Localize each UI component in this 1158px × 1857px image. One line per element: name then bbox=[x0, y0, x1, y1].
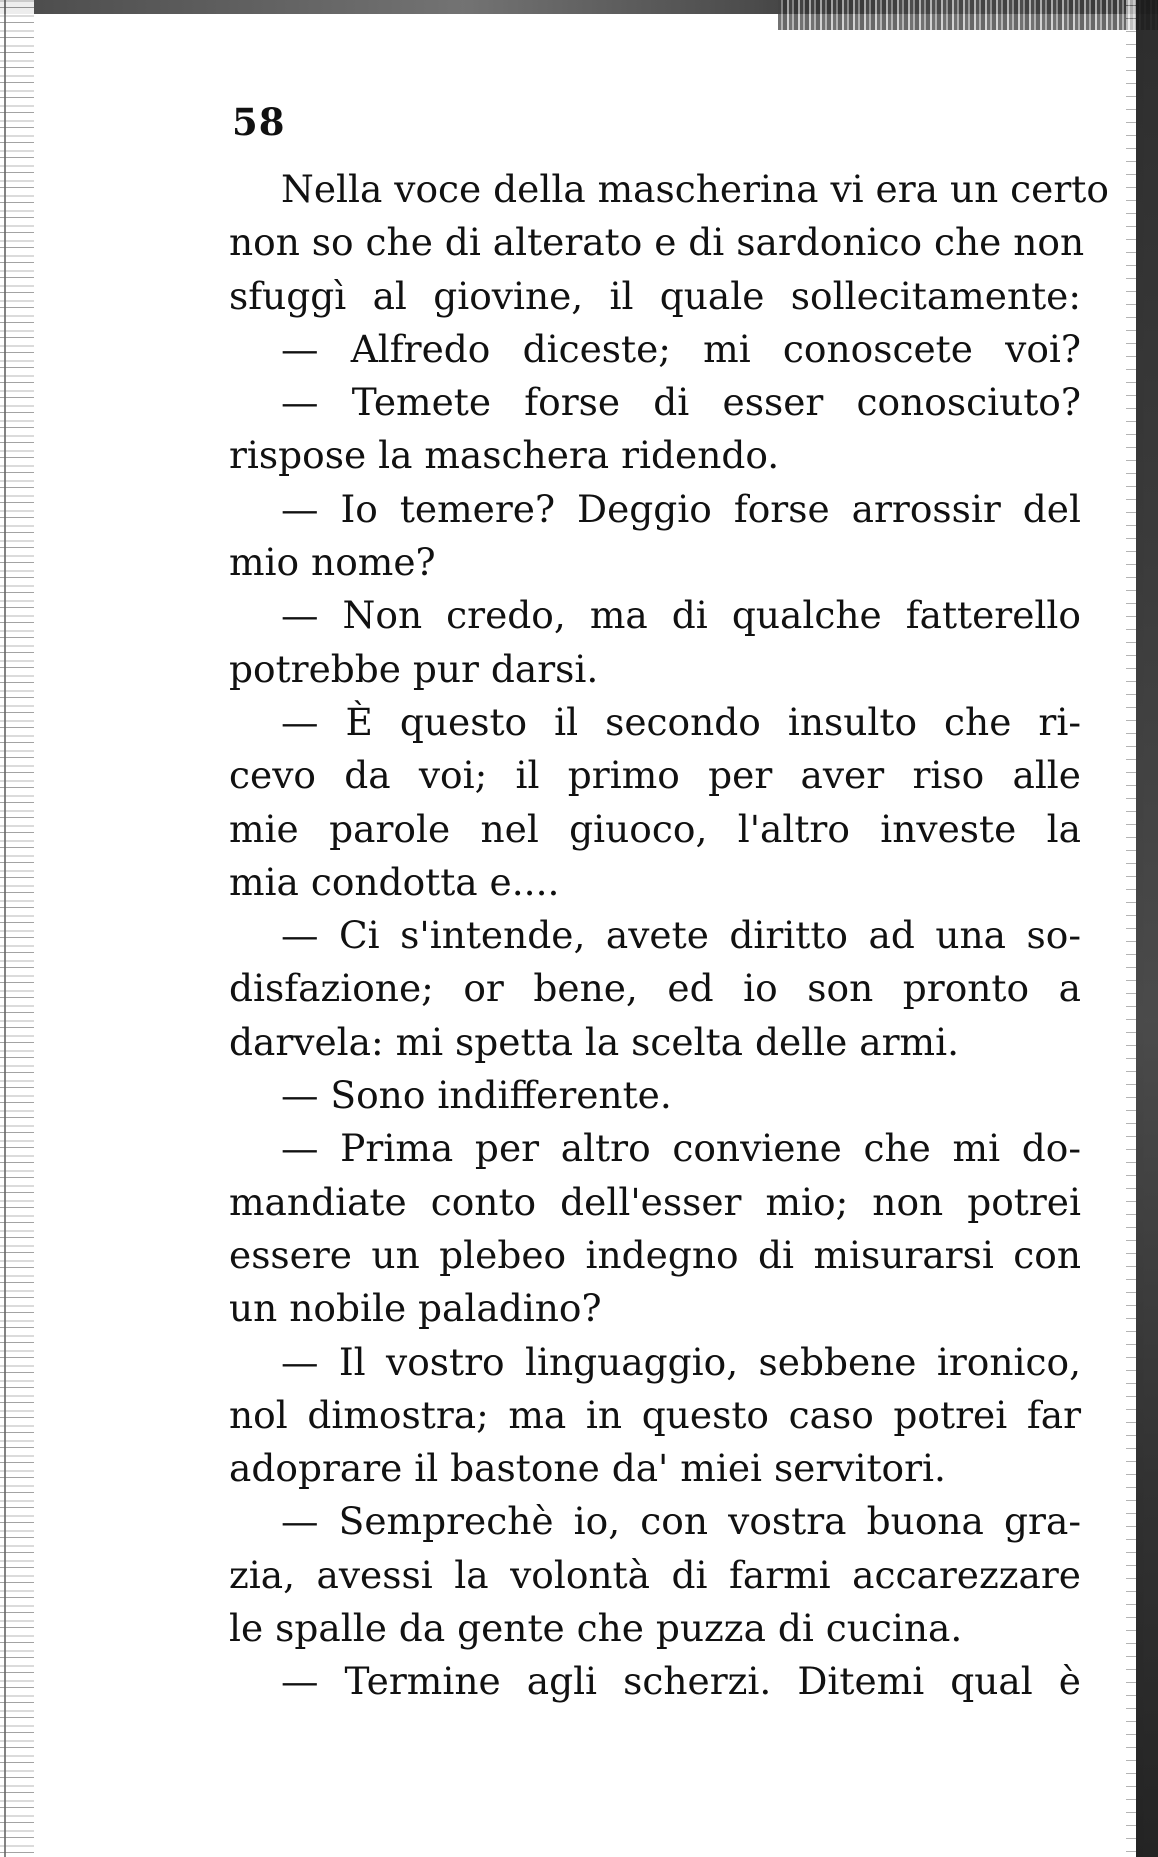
text-line: — Io temere? Deggio forse arrossir del bbox=[281, 486, 1081, 531]
body-text bbox=[229, 163, 1109, 1709]
text-line: darvela: mi spetta la scelta delle armi. bbox=[229, 1019, 960, 1064]
text-line: rispose la maschera ridendo. bbox=[229, 433, 780, 478]
text-line: cevo da voi; il primo per aver riso alle bbox=[229, 753, 1081, 798]
text-line: — Il vostro linguaggio, sebbene ironico, bbox=[281, 1339, 1081, 1384]
text-line: zia, avessi la volontà di farmi accarezzare bbox=[229, 1552, 1081, 1597]
text-line: essere un plebeo indegno di misurarsi con bbox=[229, 1232, 1081, 1277]
text-line: mandiate conto dell'esser mio; non potrei bbox=[229, 1179, 1081, 1224]
text-line: le spalle da gente che puzza di cucina. bbox=[229, 1606, 963, 1651]
text-line: — Sono indifferente. bbox=[281, 1073, 672, 1118]
text-line: adoprare il bastone da' miei servitori. bbox=[229, 1446, 946, 1491]
text-line: mia condotta e.... bbox=[229, 859, 560, 904]
text-line: — Semprechè io, con vostra buona gra- bbox=[281, 1499, 1081, 1544]
text-line: mio nome? bbox=[229, 540, 436, 585]
text-line: — È questo il secondo insulto che ri- bbox=[281, 699, 1081, 744]
text-line: disfazione; or bene, ed io son pronto a bbox=[229, 966, 1081, 1011]
text-line: — Non credo, ma di qualche fatterello bbox=[281, 593, 1081, 638]
text-line: — Ci s'intende, avete diritto ad una so- bbox=[281, 913, 1081, 958]
scan-edge-left bbox=[0, 0, 34, 1857]
text-line: mie parole nel giuoco, l'altro investe la bbox=[229, 806, 1081, 851]
page-number: 58 bbox=[232, 100, 286, 144]
text-line: — Prima per altro conviene che mi do- bbox=[281, 1126, 1081, 1171]
text-line: sfuggì al giovine, il quale sollecitamente: bbox=[229, 273, 1081, 318]
text-line: Nella voce della masсherina vi era un certo bbox=[281, 167, 1109, 211]
text-line: — Alfredo diceste; mi conoscete voi? bbox=[281, 326, 1081, 371]
text-line: un nobile paladino? bbox=[229, 1286, 602, 1331]
scan-edge-top bbox=[0, 0, 1158, 14]
text-line: — Termine agli scherzi. Ditemi qual è bbox=[281, 1659, 1081, 1704]
text-line: — Temete forse di esser conosciuto? bbox=[281, 380, 1081, 425]
scan-edge-right bbox=[1136, 0, 1158, 1857]
text-line: non so che di alterato e di sardonico che non bbox=[229, 220, 1085, 265]
text-line: nol dimostra; ma in questo caso potrei far bbox=[229, 1392, 1081, 1437]
text-line: potrebbe pur darsi. bbox=[229, 646, 599, 691]
